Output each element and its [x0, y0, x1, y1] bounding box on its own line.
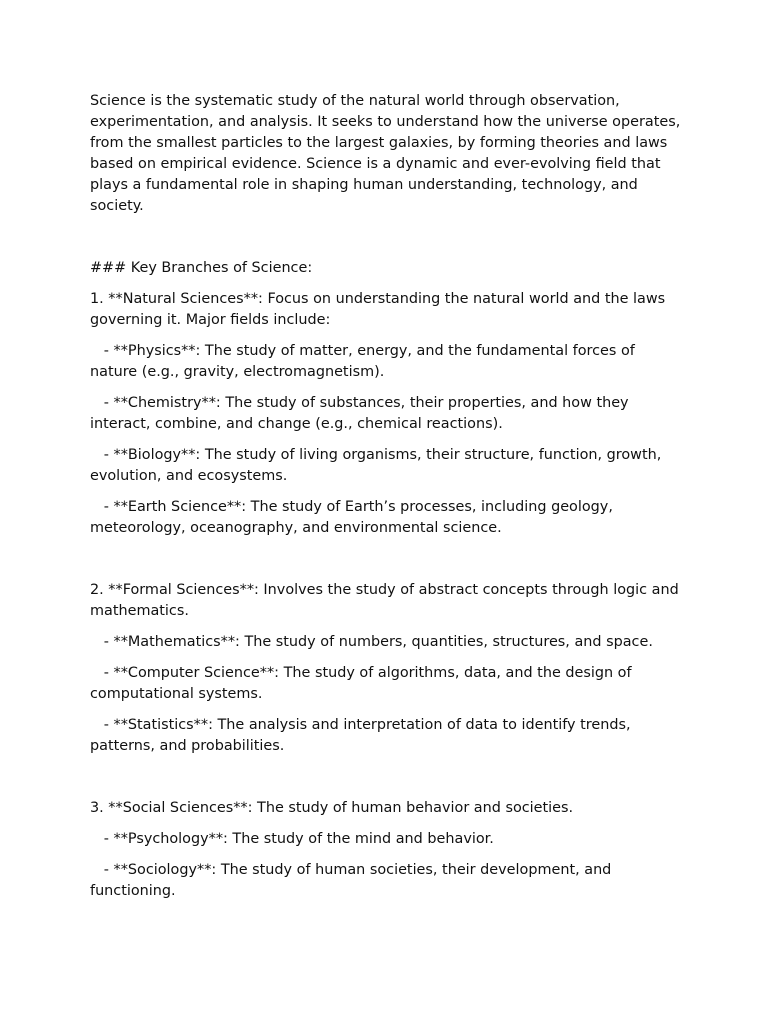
intro-paragraph: Science is the systematic study of the natural world through observation, experimentation, and analysis. It seeks to understand how the universe operates, from the smallest particles to the largest galaxies, by forming theories and laws based on empirical evidence. Science is a dynamic and ever-evolving field that plays a fundamental role in shaping human understanding, technology, and society. [90, 93, 685, 214]
earth-science-subitem: - **Earth Science**: The study of Earth’s processes, including geology, meteorology, oceanography, and environmental science. [90, 499, 618, 536]
physics-subitem: - **Physics**: The study of matter, energy, and the fundamental forces of nature (e.g., gravity, electromagnetism). [90, 343, 640, 380]
section-heading: ### Key Branches of Science: [90, 260, 313, 276]
formal-sciences-item: 2. **Formal Sciences**: Involves the study of abstract concepts through logic and mathematics. [90, 582, 684, 619]
psychology-subitem: - **Psychology**: The study of the mind and behavior. [90, 831, 494, 847]
sociology-subitem: - **Sociology**: The study of human societies, their development, and functioning. [90, 862, 616, 899]
document-page [90, 91, 685, 912]
social-sciences-item: 3. **Social Sciences**: The study of human behavior and societies. [90, 800, 574, 816]
chemistry-subitem: - **Chemistry**: The study of substances, their properties, and how they interact, combine, and change (e.g., chemical reactions). [90, 395, 634, 432]
statistics-subitem: - **Statistics**: The analysis and interpretation of data to identify trends, patterns, and probabilities. [90, 717, 636, 754]
computer-science-subitem: - **Computer Science**: The study of algorithms, data, and the design of computational systems. [90, 665, 637, 702]
biology-subitem: - **Biology**: The study of living organisms, their structure, function, growth, evolution, and ecosystems. [90, 447, 666, 484]
natural-sciences-item: 1. **Natural Sciences**: Focus on understanding the natural world and the laws governing it. Major fields include: [90, 291, 670, 328]
mathematics-subitem: - **Mathematics**: The study of numbers, quantities, structures, and space. [90, 634, 653, 650]
